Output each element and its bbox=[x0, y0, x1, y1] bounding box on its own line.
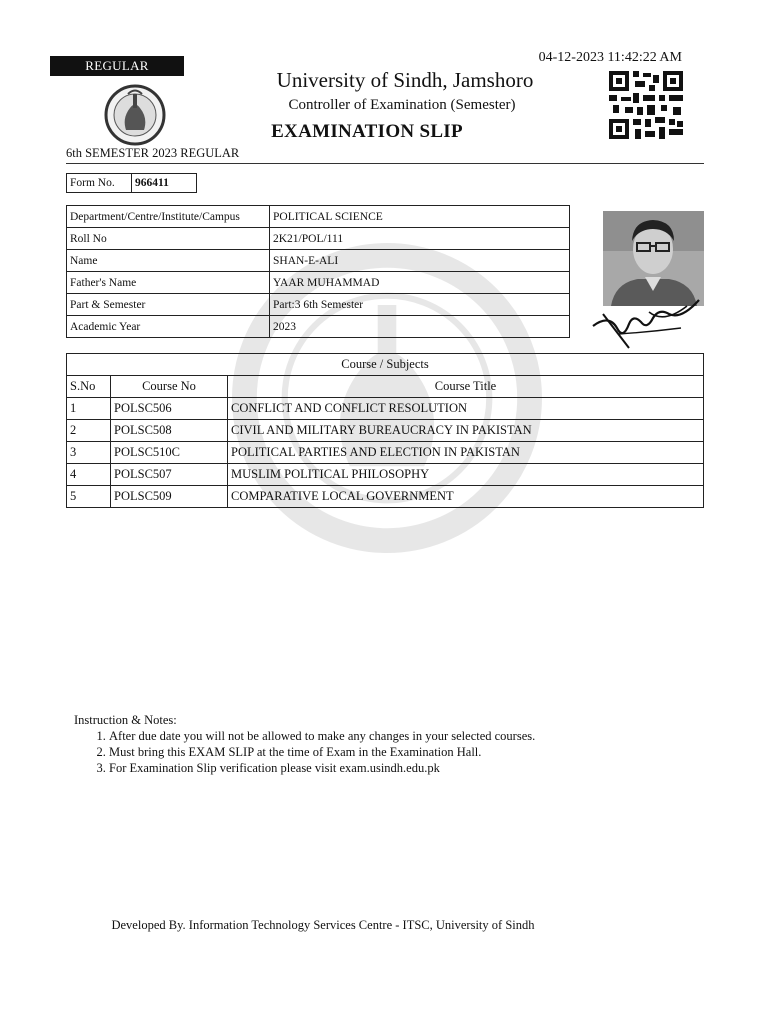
courses-header-row bbox=[67, 376, 704, 398]
table-row bbox=[67, 420, 704, 442]
info-label: Roll No bbox=[67, 228, 270, 250]
form-number-table bbox=[66, 173, 197, 193]
info-row-academic-year bbox=[67, 316, 570, 338]
info-value: YAAR MUHAMMAD bbox=[270, 272, 570, 294]
cell-course-no: POLSC510C bbox=[111, 442, 228, 464]
info-label: Father's Name bbox=[67, 272, 270, 294]
info-row-department bbox=[67, 206, 570, 228]
info-value: 2K21/POL/111 bbox=[270, 228, 570, 250]
cell-course-no: POLSC506 bbox=[111, 398, 228, 420]
info-label: Academic Year bbox=[67, 316, 270, 338]
instruction-item: 2. Must bring this EXAM SLIP at the time of Exam in the Examination Hall. bbox=[109, 744, 535, 760]
cell-sno: 5 bbox=[67, 486, 111, 508]
info-value: 2023 bbox=[270, 316, 570, 338]
cell-course-title: CIVIL AND MILITARY BUREAUCRACY IN PAKISTAN bbox=[228, 420, 704, 442]
info-value: POLITICAL SCIENCE bbox=[270, 206, 570, 228]
university-name: University of Sindh, Jamshoro bbox=[276, 68, 534, 92]
column-header-sno: S.No bbox=[67, 376, 111, 398]
cell-sno: 3 bbox=[67, 442, 111, 464]
qr-code-icon bbox=[609, 71, 683, 139]
cell-course-no: POLSC509 bbox=[111, 486, 228, 508]
cell-sno: 4 bbox=[67, 464, 111, 486]
controller-office: Controller of Examination (Semester) bbox=[288, 97, 516, 113]
instruction-item: 1. After due date you will not be allowed to make any changes in your selected courses. bbox=[109, 728, 535, 744]
info-row-father-name bbox=[67, 272, 570, 294]
print-timestamp: 04-12-2023 11:42:22 AM bbox=[538, 50, 682, 65]
info-value: Part:3 6th Semester bbox=[270, 294, 570, 316]
column-header-course-no: Course No bbox=[111, 376, 228, 398]
column-header-course-title: Course Title bbox=[228, 376, 704, 398]
info-row-roll-no bbox=[67, 228, 570, 250]
info-row-part-semester bbox=[67, 294, 570, 316]
cell-course-title: CONFLICT AND CONFLICT RESOLUTION bbox=[228, 398, 704, 420]
cell-course-title: POLITICAL PARTIES AND ELECTION IN PAKISTAN bbox=[228, 442, 704, 464]
semester-line: 6th SEMESTER 2023 REGULAR bbox=[66, 146, 240, 160]
table-row bbox=[67, 398, 704, 420]
info-row-name bbox=[67, 250, 570, 272]
info-label: Department/Centre/Institute/Campus bbox=[67, 206, 270, 228]
instructions-title: Instruction & Notes: bbox=[74, 713, 177, 727]
form-number-value: 966411 bbox=[132, 174, 197, 193]
cell-course-no: POLSC508 bbox=[111, 420, 228, 442]
table-row bbox=[67, 486, 704, 508]
info-label: Name bbox=[67, 250, 270, 272]
info-label: Part & Semester bbox=[67, 294, 270, 316]
footer-credit: Developed By. Information Technology Services Centre - ITSC, University of Sindh bbox=[111, 918, 535, 932]
info-value: SHAN-E-ALI bbox=[270, 250, 570, 272]
regular-badge: REGULAR bbox=[50, 56, 184, 76]
instructions-block bbox=[74, 712, 535, 776]
document-title: EXAMINATION SLIP bbox=[271, 121, 463, 142]
courses-caption: Course / Subjects bbox=[67, 354, 704, 376]
cell-sno: 2 bbox=[67, 420, 111, 442]
table-row bbox=[67, 464, 704, 486]
instruction-item: 3. For Examination Slip verification please visit exam.usindh.edu.pk bbox=[109, 760, 535, 776]
courses-table bbox=[66, 353, 704, 508]
cell-course-no: POLSC507 bbox=[111, 464, 228, 486]
table-row bbox=[67, 442, 704, 464]
header-divider bbox=[66, 163, 704, 164]
student-info-table bbox=[66, 205, 570, 338]
instructions-list bbox=[74, 728, 535, 776]
cell-course-title: COMPARATIVE LOCAL GOVERNMENT bbox=[228, 486, 704, 508]
form-number-label: Form No. bbox=[67, 174, 132, 193]
cell-course-title: MUSLIM POLITICAL PHILOSOPHY bbox=[228, 464, 704, 486]
cell-sno: 1 bbox=[67, 398, 111, 420]
signature-icon bbox=[589, 284, 705, 352]
